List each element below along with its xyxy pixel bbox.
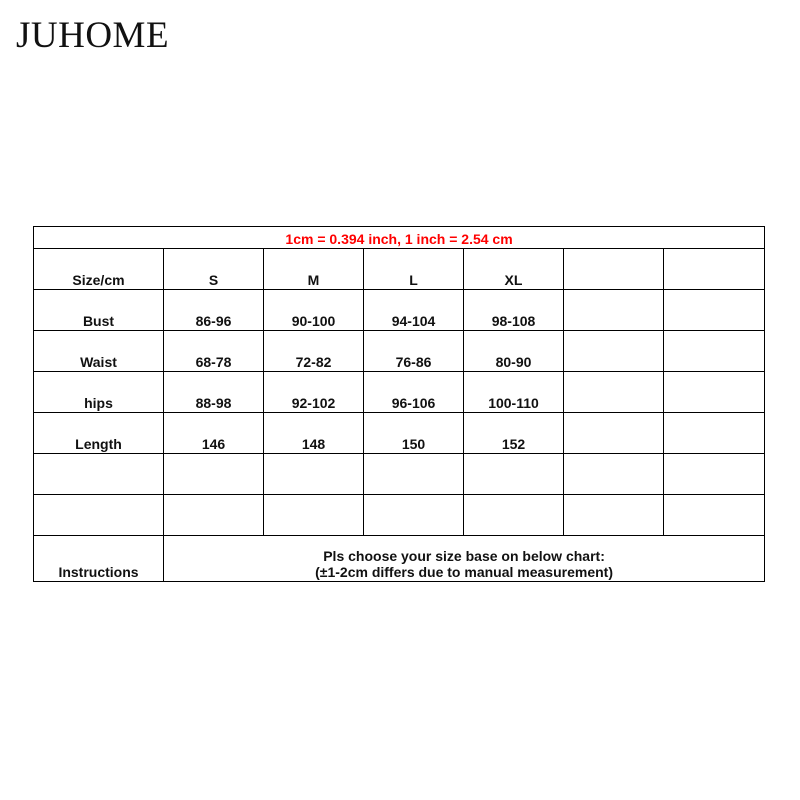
table-cell: 76-86 (364, 331, 464, 372)
table-cell (564, 331, 664, 372)
table-cell (364, 454, 464, 495)
table-row (34, 372, 765, 413)
size-header-cell: XL (464, 249, 564, 290)
header-label-cell: Size/cm (34, 249, 164, 290)
table-row (34, 331, 765, 372)
size-header-cell: L (364, 249, 464, 290)
table-cell: 152 (464, 413, 564, 454)
table-row (34, 290, 765, 331)
table-cell: 146 (164, 413, 264, 454)
instructions-text (164, 536, 765, 582)
table-cell: 150 (364, 413, 464, 454)
table-cell (664, 290, 765, 331)
measure-label-cell: Length (34, 413, 164, 454)
table-cell (264, 454, 364, 495)
table-cell (464, 454, 564, 495)
table-cell: 68-78 (164, 331, 264, 372)
size-header-cell (564, 249, 664, 290)
table-cell (164, 454, 264, 495)
table-cell: 148 (264, 413, 364, 454)
table-row (34, 454, 765, 495)
table-cell (664, 413, 765, 454)
table-cell (664, 495, 765, 536)
measure-label-cell (34, 454, 164, 495)
table-cell (464, 495, 564, 536)
brand-logo: JUHOME (16, 15, 170, 56)
table-cell: 100-110 (464, 372, 564, 413)
measure-label-cell: Bust (34, 290, 164, 331)
table-cell (564, 495, 664, 536)
instructions-line-1: Pls choose your size base on below chart: (323, 548, 605, 564)
table-cell: 90-100 (264, 290, 364, 331)
table-cell: 72-82 (264, 331, 364, 372)
table-cell (664, 454, 765, 495)
measure-label-cell: hips (34, 372, 164, 413)
table-header-row (34, 249, 765, 290)
table-cell (564, 413, 664, 454)
size-chart-table (33, 226, 765, 582)
size-header-cell: M (264, 249, 364, 290)
table-cell: 98-108 (464, 290, 564, 331)
table-cell (364, 495, 464, 536)
table-cell: 86-96 (164, 290, 264, 331)
table-cell (564, 372, 664, 413)
table-cell: 88-98 (164, 372, 264, 413)
table-cell (264, 495, 364, 536)
table-cell (664, 331, 765, 372)
instructions-row (34, 536, 765, 582)
size-header-cell (664, 249, 765, 290)
measure-label-cell (34, 495, 164, 536)
table-cell (564, 454, 664, 495)
table-row (34, 495, 765, 536)
table-cell (664, 372, 765, 413)
instructions-label: Instructions (34, 536, 164, 582)
table-cell: 80-90 (464, 331, 564, 372)
table-row (34, 413, 765, 454)
conversion-row (34, 227, 765, 249)
table-cell: 94-104 (364, 290, 464, 331)
table-cell: 96-106 (364, 372, 464, 413)
measure-label-cell: Waist (34, 331, 164, 372)
unit-conversion-note: 1cm = 0.394 inch, 1 inch = 2.54 cm (34, 227, 765, 249)
table-cell (164, 495, 264, 536)
size-header-cell: S (164, 249, 264, 290)
instructions-line-2: (±1-2cm differs due to manual measurement) (315, 564, 613, 580)
table-cell: 92-102 (264, 372, 364, 413)
table-cell (564, 290, 664, 331)
